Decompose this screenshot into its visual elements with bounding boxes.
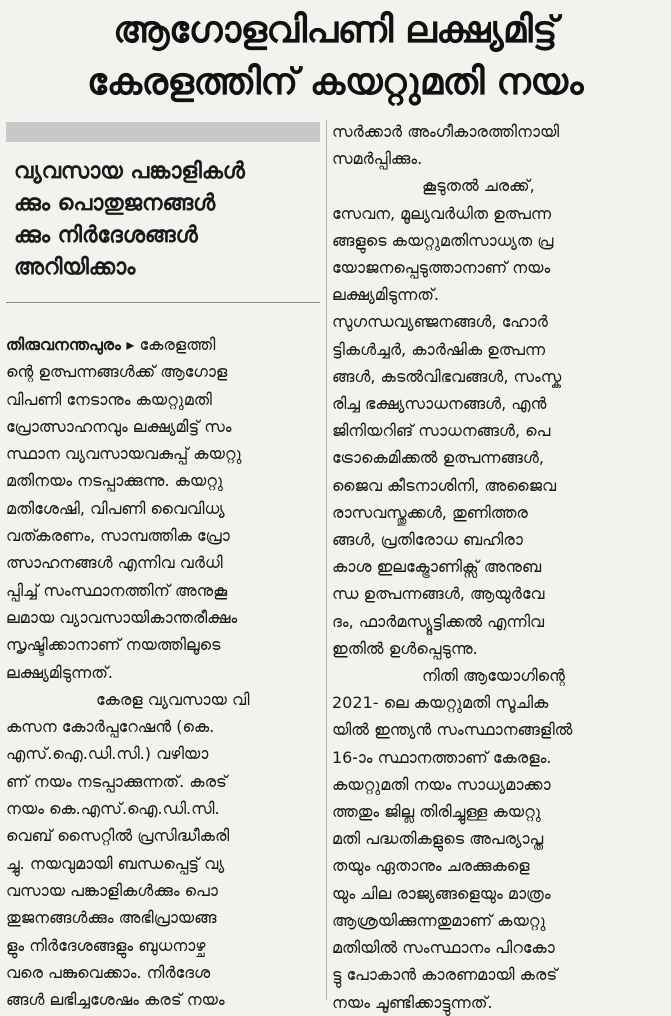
article-line-text: മതിശേഷി, വിപണി വൈവിധ്യ <box>6 498 225 518</box>
article-line <box>6 413 320 440</box>
article-line <box>6 932 320 959</box>
article-line-text: വത്കരണം, സാമ്പത്തിക പ്രോ <box>6 526 230 546</box>
article-line <box>332 798 666 825</box>
headline-line-2: കേരളത്തിന് കയറ്റുമതി നയം <box>86 60 584 103</box>
article-line-text: കേരളത്തി <box>139 335 216 354</box>
article-line-text: തുജനങ്ങൾക്കും അഭിപ്രായങ്ങ <box>6 908 217 928</box>
article-line-text: സേവന, മൂല്യവർധിത ഉത്പന്ന <box>332 203 552 223</box>
article-line <box>332 172 666 199</box>
article-line-text: സമർപ്പിക്കും. <box>332 149 423 169</box>
article-line-text: ത്തതും ജില്ല തിരിച്ചുള്ള കയറ്റു <box>332 802 541 822</box>
article-line <box>332 363 666 390</box>
article-line <box>332 880 666 907</box>
article-line-text: ട്ടികൾച്ചർ, കാർഷിക ഉത്പന്ന <box>332 339 546 359</box>
article-line-text: 2021- ലെ കയറ്റുമതി സൂചിക <box>332 693 549 713</box>
article-line <box>6 549 320 576</box>
article-line <box>332 308 666 335</box>
article-line-text: ച്ചു. നയവുമായി ബന്ധപ്പെട്ട് വ്യ <box>6 853 225 873</box>
article-line <box>332 608 666 635</box>
article-line <box>332 852 666 879</box>
article-line <box>6 631 320 658</box>
article-line <box>332 662 666 689</box>
article-line <box>6 331 320 358</box>
article-line <box>6 604 320 631</box>
article-line <box>332 336 666 363</box>
article-line <box>6 713 320 740</box>
article-line-text: തയും ഏതാനും ചരക്കുകളെ <box>332 856 530 876</box>
headline-line-1: ആഗോളവിപണി ലക്ഷ്യമിട്ട് <box>113 8 557 51</box>
article-line-text: യിൽ ഇന്ത്യൻ സംസ്ഥാനങ്ങളിൽ <box>332 720 573 740</box>
column-divider <box>326 120 327 1000</box>
left-column <box>6 118 320 1013</box>
article-line-text: ഇതിൽ ഉൾപ്പെടുന്നു. <box>332 638 478 658</box>
article-line-text: ങ്ങൾ, കടൽവിഭവങ്ങൾ, സംസ്ക <box>332 366 562 386</box>
article-line-text: ലക്ഷ്യമിടുന്നത്. <box>6 662 114 682</box>
article-line-text: ആശ്രയിക്കുന്നതുമാണ് കയറ്റു <box>332 910 546 930</box>
article-line <box>6 386 320 413</box>
article-body-left <box>6 331 320 1013</box>
article-line <box>6 467 320 494</box>
article-line-text: പ്പിച്ച് സംസ്ഥാനത്തിന് അനുകൂ <box>6 580 228 600</box>
article-line-text: നിതി ആയോഗിന്റെ <box>422 666 565 686</box>
article-line-text: നയം ചൂണ്ടിക്കാട്ടുന്നത്. <box>332 992 493 1012</box>
article-line-text: സുഗന്ധവ്യഞ്ജനങ്ങൾ, ഹോർ <box>332 312 548 332</box>
article-line-text: കാശ ഇലക്ട്രോണിക്സ് അനുബ <box>332 557 542 577</box>
article-line-text: കൂടുതൽ ചരക്ക്, <box>422 176 535 196</box>
article-line-text: കയറ്റുമതി നയം സാധ്യമാക്കാ <box>332 774 551 794</box>
article-line-text: സൃഷ്ടിക്കാനാണ് നയത്തിലൂടെ <box>6 635 221 655</box>
article-line-text: ണ് നയം നടപ്പാക്കുന്നത്. കരട് <box>6 771 227 791</box>
article-line-text: ന്റെ ഉത്പന്നങ്ങൾക്ക് ആഗോള <box>6 362 228 382</box>
headline <box>6 4 664 108</box>
article-line <box>6 686 320 713</box>
dateline: തിരുവനന്തപുരം ▸ <box>6 335 135 354</box>
article-line <box>6 440 320 467</box>
article-line <box>6 495 320 522</box>
article-line-text: കസന കോർപ്പറേഷൻ (കെ. <box>6 717 215 737</box>
article-line <box>332 472 666 499</box>
article-line-text: ന്ധ ഉത്പന്നങ്ങൾ, ആയുർവേ <box>332 584 545 604</box>
subheadline-rule <box>6 302 320 303</box>
article-line-text: ജൈവ കീടനാശിനി, അജൈവ <box>332 475 557 495</box>
article-line-text: ങ്ങൾ, പ്രതിരോധ ബഹിരാ <box>332 530 523 550</box>
article-line-text: കേരള വ്യവസായ വി <box>96 689 250 709</box>
article-line-text: യും ചില രാജ്യങ്ങളെയും മാത്രം <box>332 883 551 903</box>
article-line-text: സർക്കാർ അംഗീകാരത്തിനായി <box>332 122 560 141</box>
article-line <box>6 740 320 767</box>
article-line <box>332 390 666 417</box>
article-line-text: ത്സാഹനങ്ങൾ എന്നിവ വർധി <box>6 553 223 573</box>
article-line <box>332 825 666 852</box>
article-line <box>332 254 666 281</box>
article-line-text: വരെ പങ്കുവെക്കാം. നിർദേശ <box>6 962 211 982</box>
subheadline-line: വ്യവസായ പങ്കാളികൾ <box>14 159 245 184</box>
article-line <box>332 689 666 716</box>
article-line-text: ട്ടു പോകാൻ കാരണമായി കരട് <box>332 965 558 985</box>
article-line <box>332 934 666 961</box>
article-line-text: ജിനിയറിങ് സാധനങ്ങൾ, പെ <box>332 421 551 441</box>
article-line-text: രാസവസ്തുക്കൾ, തുണിത്തര <box>332 502 528 522</box>
article-line-text: ദം, ഫാർമസ്യൂട്ടിക്കൽ എന്നിവ <box>332 611 545 631</box>
article-line-text: സ്ഥാന വ്യവസായവകുപ്പ് കയറ്റു <box>6 444 242 464</box>
article-line <box>6 904 320 931</box>
article-line <box>332 145 666 172</box>
article-line <box>332 553 666 580</box>
article-line <box>6 659 320 686</box>
article-line-text: ങ്ങളുടെ കയറ്റുമതിസാധ്യത പ്ര <box>332 230 554 250</box>
article-line <box>332 444 666 471</box>
article-line <box>332 200 666 227</box>
article-line-text: ളും നിർദേശങ്ങളും ബുധനാഴ്ച <box>6 935 206 955</box>
article-line <box>332 635 666 662</box>
subheadline-line: ക്കും നിർദേശങ്ങൾ <box>14 223 198 248</box>
article-line <box>332 744 666 771</box>
article-line <box>6 822 320 849</box>
article-line <box>6 522 320 549</box>
article-line <box>6 768 320 795</box>
article-line <box>6 877 320 904</box>
article-line <box>6 850 320 877</box>
article-body-right <box>332 118 666 1016</box>
article-line <box>332 907 666 934</box>
article-line <box>332 716 666 743</box>
article-line-text: ലമായ വ്യാവസായികാന്തരീക്ഷം <box>6 607 238 627</box>
article-line-text: മതി പദ്ധതികളുടെ അപര്യാപ്ത <box>332 829 544 849</box>
article-line-text: പ്രോത്സാഹനവും ലക്ഷ്യമിട്ട് സം <box>6 416 232 436</box>
article-line-text: രിച്ച ഭക്ഷ്യസാധനങ്ങൾ, എൻ <box>332 394 547 414</box>
subheadline-line: അറിയിക്കാം <box>14 255 136 280</box>
article-line <box>332 499 666 526</box>
article-line <box>332 989 666 1016</box>
article-line <box>332 118 666 145</box>
article-line-text: ലക്ഷ്യമിടുന്നത്. <box>332 285 440 305</box>
article-line <box>6 795 320 822</box>
subheadline <box>6 156 320 284</box>
article-line <box>6 986 320 1013</box>
article-line-text: വെബ് സൈറ്റിൽ പ്രസിദ്ധീകരി <box>6 826 230 846</box>
article-line-text: മതിയിൽ സംസ്ഥാനം പിറകോ <box>332 938 555 958</box>
article-line <box>332 771 666 798</box>
section-bar <box>6 122 320 142</box>
article-line-text: യോജനപ്പെടുത്താനാണ് നയം <box>332 258 551 278</box>
article-line-text: 16-ാം സ്ഥാനത്താണ് കേരളം. <box>332 747 552 767</box>
article-line-text: വസായ പങ്കാളികൾക്കും പൊ <box>6 880 218 900</box>
article-line-text: ട്രോകെമിക്കൽ ഉത്പന്നങ്ങൾ, <box>332 448 544 468</box>
article-line-text: ങ്ങൾ ലഭിച്ചശേഷം കരട് നയം <box>6 990 225 1010</box>
article-line <box>6 959 320 986</box>
article-line <box>332 417 666 444</box>
article-line-text: എസ്.ഐ.ഡി.സി.) വഴിയാ <box>6 744 209 764</box>
article-line <box>6 577 320 604</box>
article-line <box>332 580 666 607</box>
article-line-text: നയം കെ.എസ്.ഐ.ഡി.സി. <box>6 799 220 819</box>
article-line-text: വിപണി നേടാനും കയറ്റുമതി <box>6 389 212 409</box>
article-line-text: മതിനയം നടപ്പാക്കുന്നു. കയറ്റു <box>6 471 223 491</box>
article-line <box>332 227 666 254</box>
article-line <box>332 961 666 988</box>
article-line <box>6 358 320 385</box>
article-line <box>332 281 666 308</box>
subheadline-line: ക്കും പൊതുജനങ്ങൾ <box>14 191 216 216</box>
article-line <box>332 526 666 553</box>
